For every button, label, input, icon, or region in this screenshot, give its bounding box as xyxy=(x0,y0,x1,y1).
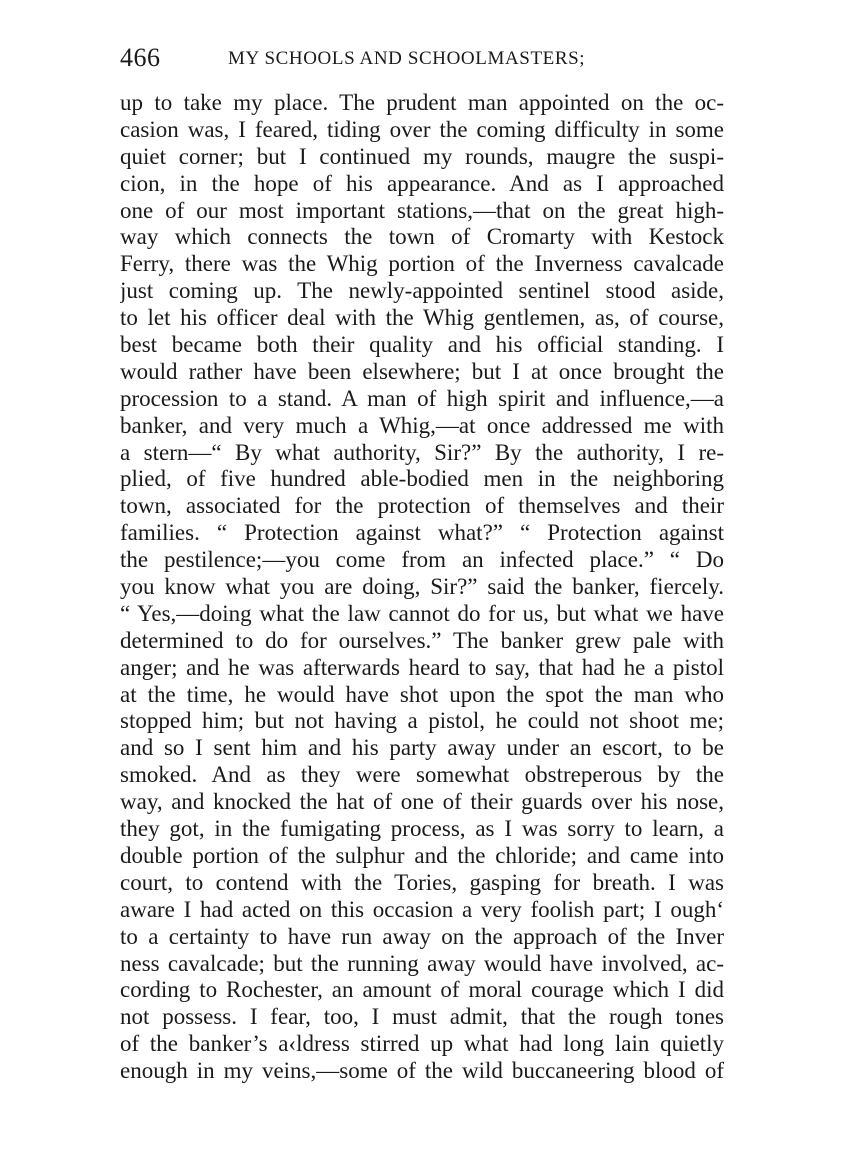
text-line: a stern—“ By what authority, Sir?” By the authority, I re- xyxy=(120,439,724,465)
text-line: to a certainty to have run away on the approach of the Inver xyxy=(120,923,724,949)
text-line: anger; and he was afterwards heard to say, that had he a pistol xyxy=(120,654,724,680)
text-line: of the banker’s a‹ldress stirred up what had long lain quietly xyxy=(120,1031,724,1057)
page-header xyxy=(120,40,730,76)
running-title: MY SCHOOLS AND SCHOOLMASTERS; xyxy=(228,48,586,69)
text-line: would rather have been elsewhere; but I at once brought the xyxy=(120,358,724,384)
text-line: at the time, he would have shot upon the spot the man who xyxy=(120,681,724,707)
text-line: they got, in the fumigating process, as I was sorry to learn, a xyxy=(120,816,724,842)
text-line: way which connects the town of Cromarty with Kestock xyxy=(120,224,724,250)
text-line: court, to contend with the Tories, gasping for breath. I was xyxy=(120,869,724,895)
text-line: cording to Rochester, an amount of moral courage which I did xyxy=(120,977,724,1003)
text-line: one of our most important stations,—that on the great high- xyxy=(120,197,724,223)
text-line: procession to a stand. A man of high spirit and influence,—a xyxy=(120,385,724,411)
text-line: best became both their quality and his official standing. I xyxy=(120,332,724,358)
text-line: and so I sent him and his party away under an escort, to be xyxy=(120,735,724,761)
text-line: just coming up. The newly-appointed sentinel stood aside, xyxy=(120,278,724,304)
text-line: to let his officer deal with the Whig gentlemen, as, of course, xyxy=(120,305,724,331)
text-line: casion was, I feared, tiding over the coming difficulty in some xyxy=(120,116,724,142)
text-line: plied, of five hundred able-bodied men in the neighboring xyxy=(120,466,724,492)
text-line: banker, and very much a Whig,—at once addressed me with xyxy=(120,412,724,438)
text-line: town, associated for the protection of themselves and their xyxy=(120,493,724,519)
text-line: enough in my veins,—some of the wild buccaneering blood of xyxy=(120,1058,724,1084)
text-line: you know what you are doing, Sir?” said the banker, fiercely. xyxy=(120,574,724,600)
text-line: the pestilence;—you come from an infected place.” “ Do xyxy=(120,547,724,573)
text-line: way, and knocked the hat of one of their guards over his nose, xyxy=(120,789,724,815)
text-line: not possess. I fear, too, I must admit, that the rough tones xyxy=(120,1004,724,1030)
page-number: 466 xyxy=(120,43,161,72)
text-line: families. “ Protection against what?” “ Protection against xyxy=(120,520,724,546)
text-line: ness cavalcade; but the running away would have involved, ac- xyxy=(120,950,724,976)
text-line: Ferry, there was the Whig portion of the Inverness cavalcade xyxy=(120,251,724,277)
text-line: “ Yes,—doing what the law cannot do for us, but what we have xyxy=(120,600,724,626)
text-line: smoked. And as they were somewhat obstreperous by the xyxy=(120,762,724,788)
text-line: aware I had acted on this occasion a very foolish part; I ough‘ xyxy=(120,896,724,922)
text-line: up to take my place. The prudent man appointed on the oc- xyxy=(120,90,724,115)
text-line: cion, in the hope of his appearance. And as I approached xyxy=(120,170,724,196)
body-text xyxy=(120,90,724,1085)
text-line: quiet corner; but I continued my rounds, maugre the suspi- xyxy=(120,143,724,169)
text-line: determined to do for ourselves.” The banker grew pale with xyxy=(120,627,724,653)
text-line: double portion of the sulphur and the chloride; and came into xyxy=(120,842,724,868)
text-line: stopped him; but not having a pistol, he could not shoot me; xyxy=(120,708,724,734)
